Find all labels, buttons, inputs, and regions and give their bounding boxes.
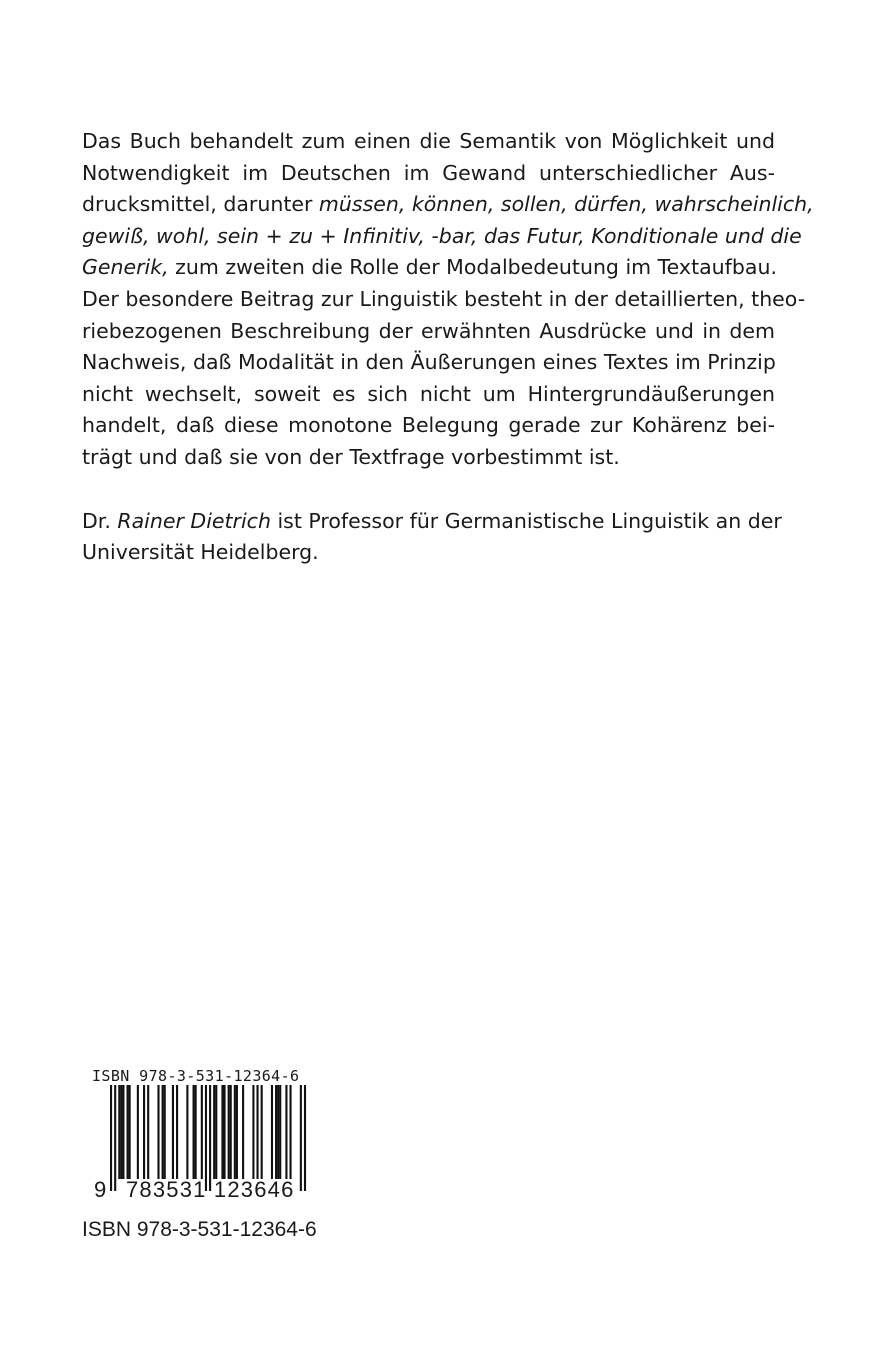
back-cover-blurb (82, 126, 814, 569)
barcode-bar (261, 1085, 263, 1179)
author-line (82, 537, 775, 569)
blurb-line (82, 252, 775, 284)
blurb-text: Notwendigkeit im Deutschen im Gewand unterschiedlicher Aus- (82, 160, 775, 185)
barcode-bar (157, 1085, 159, 1179)
blurb-italic-text: müssen, können, sollen, dürfen, wahrscheinlich, (318, 192, 814, 217)
blurb-text: drucksmittel, darunter (82, 192, 319, 217)
blurb-text: Nachweis, daß Modalität in den Äußerungen eines Textes im Prinzip (82, 350, 776, 375)
barcode (110, 1085, 310, 1191)
author-title: Dr. (82, 508, 118, 533)
isbn-footer: ISBN 978-3-531-12364-6 (82, 1218, 317, 1241)
barcode-bar (129, 1085, 131, 1179)
barcode-bar (234, 1085, 236, 1179)
barcode-bar (176, 1085, 178, 1179)
barcode-guard-bar (205, 1085, 207, 1191)
blurb-italic-text: gewiß, wohl, sein + zu + Infinitiv, -bar, das Futur, Konditionale und die (82, 223, 802, 248)
blurb-text: Der besondere Beitrag zur Linguistik besteht in der detaillierten, theo- (82, 286, 806, 311)
barcode-bar (289, 1085, 291, 1179)
barcode-bar (252, 1085, 254, 1179)
blurb-line (82, 284, 806, 316)
barcode-bar (279, 1085, 281, 1179)
barcode-bar (201, 1085, 203, 1179)
barcode-guard-bar (114, 1085, 116, 1191)
barcode-guard-bar (110, 1085, 112, 1191)
blurb-line (82, 158, 775, 190)
barcode-bar (118, 1085, 120, 1179)
barcode-first-digit: 9 (94, 1177, 107, 1202)
barcode-guard-bar (304, 1085, 306, 1191)
barcode-bar (230, 1085, 232, 1179)
blurb-text: trägt und daß sie von der Textfrage vorbestimmt ist. (82, 444, 620, 469)
blurb-text: handelt, daß diese monotone Belegung gerade zur Kohärenz bei- (82, 413, 775, 438)
barcode-bar (122, 1085, 124, 1179)
barcode-bar (195, 1085, 197, 1179)
barcode-guard-bar (300, 1085, 302, 1191)
barcode-bar (277, 1085, 279, 1179)
barcode-bar (228, 1085, 230, 1179)
blurb-line (82, 316, 775, 348)
blurb-line (82, 410, 775, 442)
barcode-bar (193, 1085, 195, 1179)
barcode-bars (110, 1085, 310, 1191)
barcode-bar (285, 1085, 287, 1179)
barcode-bar (172, 1085, 174, 1179)
author-affiliation: Universität Heidelberg. (82, 540, 319, 565)
blurb-text: Das Buch behandelt zum einen die Semantik von Möglichkeit und (82, 129, 775, 153)
paragraph-gap (82, 474, 775, 506)
barcode-bar (242, 1085, 244, 1179)
blurb-text: nicht wechselt, soweit es sich nicht um Hintergrundäußerungen (82, 381, 775, 406)
blurb-line (82, 442, 775, 474)
blurb-line (82, 221, 802, 253)
author-bio: ist Professor für Germanistische Linguistik an der (270, 508, 782, 533)
blurb-italic-text: Generik, (82, 255, 169, 280)
author-name: Rainer Dietrich (117, 508, 271, 533)
barcode-bar (256, 1085, 258, 1179)
barcode-bar (236, 1085, 238, 1179)
blurb-line (82, 379, 775, 411)
blurb-line (82, 347, 775, 379)
barcode-digits: 783531 123646 (126, 1177, 295, 1202)
blurb-line (82, 126, 775, 158)
barcode-bar (271, 1085, 273, 1179)
barcode-bar (221, 1085, 223, 1179)
barcode-bar (213, 1085, 215, 1179)
barcode-bar (147, 1085, 149, 1179)
barcode-bar (215, 1085, 217, 1179)
barcode-bar (127, 1085, 129, 1179)
barcode-bar (186, 1085, 188, 1179)
blurb-text: zum zweiten die Rolle der Modalbedeutung im Textaufbau. (168, 255, 777, 280)
barcode-bar (120, 1085, 122, 1179)
barcode-isbn-label: ISBN 978-3-531-12364-6 (92, 1067, 300, 1085)
author-line (82, 506, 782, 538)
blurb-line (82, 189, 814, 221)
barcode-guard-bar (209, 1085, 211, 1191)
barcode-bar (164, 1085, 166, 1179)
barcode-bar (137, 1085, 139, 1179)
barcode-bar (162, 1085, 164, 1179)
blurb-text: riebezogenen Beschreibung der erwähnten Ausdrücke und in dem (82, 318, 775, 343)
barcode-bar (275, 1085, 277, 1179)
barcode-bar (223, 1085, 225, 1179)
barcode-bar (143, 1085, 145, 1179)
